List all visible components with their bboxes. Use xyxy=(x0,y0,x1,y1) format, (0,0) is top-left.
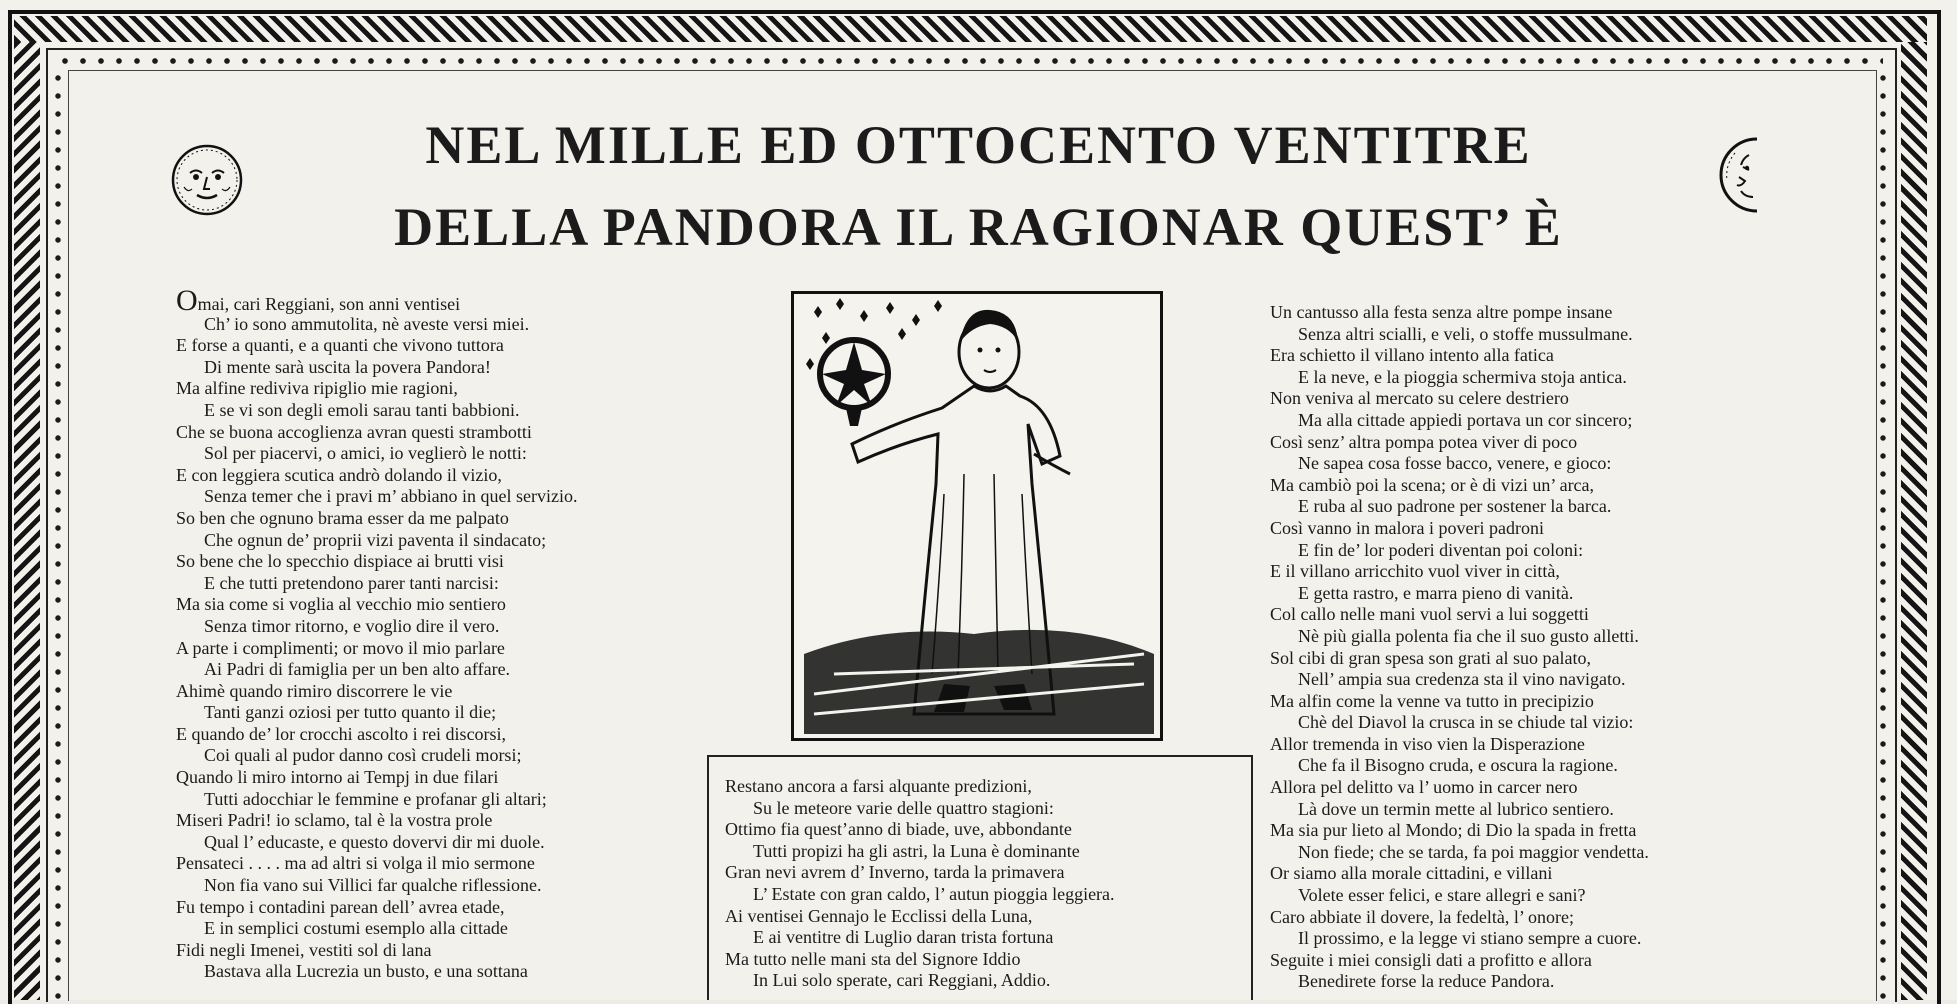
poem-line: E getta rastro, e marra pieno di vanità. xyxy=(1298,582,1574,603)
poem-line: Così senz’ altra pompa potea viver di poco xyxy=(1270,431,1578,452)
poem-line: Caro abbiate il dovere, la fedeltà, l’ onore; xyxy=(1270,906,1575,927)
decorative-band-left xyxy=(14,42,40,1000)
poem-line: Chè del Diavol la crusca in se chiude tal vizio: xyxy=(1298,712,1634,733)
poem-line: Era schietto il villano intento alla fatica xyxy=(1270,345,1554,366)
poem-line: Non fiede; che se tarda, fa poi maggior vendetta. xyxy=(1298,841,1649,862)
poem-line: Col callo nelle mani vuol servi a lui soggetti xyxy=(1270,604,1589,625)
poem-line: Nell’ ampia sua credenza sta il vino navigato. xyxy=(1298,669,1626,690)
poem-line: E fin de’ lor poderi diventan poi coloni: xyxy=(1298,539,1584,560)
poem-line: E che tutti pretendono parer tanti narcisi: xyxy=(204,572,499,593)
poem-line: Che se buona accoglienza avran questi strambotti xyxy=(176,421,532,442)
poem-line: Ma sia pur lieto al Mondo; di Dio la spada in fretta xyxy=(1270,820,1637,841)
poem-line: So bene che lo specchio dispiace ai brutti visi xyxy=(176,551,504,572)
poem-line: Gran nevi avrem d’ Inverno, tarda la primavera xyxy=(725,862,1065,883)
poem-line: E quando de’ lor crocchi ascolto i rei discorsi, xyxy=(176,723,507,744)
poem-line: Or siamo alla morale cittadini, e villani xyxy=(1270,863,1553,884)
poem-line: In Lui solo sperate, cari Reggiani, Addio. xyxy=(753,970,1051,991)
poem-line: Senza temer che i pravi m’ abbiano in quel servizio. xyxy=(204,486,578,507)
poem-line: Tanti ganzi oziosi per tutto quanto il die; xyxy=(204,702,497,723)
title-line-1: NEL MILLE ED OTTOCENTO VENTITRE xyxy=(425,115,1532,175)
sun-face-icon xyxy=(170,143,244,217)
poem-line: Quando li miro intorno ai Tempj in due filari xyxy=(176,767,499,788)
poem-line: Benedirete forse la reduce Pandora. xyxy=(1298,971,1555,992)
poem-line: Ma alfine rediviva ripiglio mie ragioni, xyxy=(176,378,458,399)
woodcut-figure-holding-globe xyxy=(794,294,1160,738)
woodcut-illustration xyxy=(791,291,1163,741)
decorative-band-top xyxy=(14,16,1927,42)
poem-line: E ai ventitre di Luglio daran trista fortuna xyxy=(753,927,1054,948)
crescent-moon-face-icon xyxy=(1705,135,1785,215)
decorative-band-right xyxy=(1901,42,1927,1000)
poem-line: E con leggiera scutica andrò dolando il vizio, xyxy=(176,464,502,485)
poem-line: Che fa il Bisogno cruda, e oscura la ragione. xyxy=(1298,755,1618,776)
poem-line: Ahimè quando rimiro discorrere le vie xyxy=(176,680,453,701)
poem-line: Tutti adocchiar le femmine e profanar gli altari; xyxy=(204,788,547,809)
poem-line: Là dove un termin mette al lubrico sentiero. xyxy=(1298,798,1614,819)
poem-line: Il prossimo, e la legge vi stiano sempre a cuore. xyxy=(1298,928,1642,949)
poem-line: Di mente sarà uscita la povera Pandora! xyxy=(204,356,491,377)
poem-line: E forse a quanti, e a quanti che vivono tuttora xyxy=(176,335,504,356)
poem-left-column xyxy=(176,284,578,983)
poem-line: L’ Estate con gran caldo, l’ autun pioggia leggiera. xyxy=(753,883,1115,904)
poem-line: Ne sapea cosa fosse bacco, venere, e gioco: xyxy=(1298,453,1612,474)
poem-line: Ottimo fia quest’anno di biade, uve, abbondante xyxy=(725,819,1072,840)
poem-line: E se vi son degli emoli sarau tanti babbioni. xyxy=(204,399,520,420)
poem-line: Ma sia come si voglia al vecchio mio sentiero xyxy=(176,594,506,615)
poem-line: Ai Padri di famiglia per un ben alto affare. xyxy=(204,659,511,680)
poem-line: Così vanno in malora i poveri padroni xyxy=(1270,517,1544,538)
poem-line: So ben che ognuno brama esser da me palpato xyxy=(176,507,509,528)
poem-line: Ai ventisei Gennajo le Ecclissi della Luna, xyxy=(725,905,1033,926)
poem-line: Sol cibi di gran spesa son grati al suo palato, xyxy=(1270,647,1591,668)
poem-line: Fidi negli Imenei, vestiti sol di lana xyxy=(176,939,432,960)
poem-line: Miseri Padri! io sclamo, tal è la vostra prole xyxy=(176,810,493,831)
poem-middle-column xyxy=(725,776,1115,992)
poem-line: Non veniva al mercato su celere destriero xyxy=(1270,388,1569,409)
poem-line: Qual l’ educaste, e questo dovervi dir mi duole. xyxy=(204,831,545,852)
poem-line: Ch’ io sono ammutolita, nè aveste versi miei. xyxy=(204,313,530,334)
drop-cap: O xyxy=(176,284,198,317)
poem-line: Ma cambiò poi la scena; or è di vizi un’ arca, xyxy=(1270,474,1595,495)
fleuron-border-top xyxy=(58,54,1883,68)
poem-line: E in semplici costumi esemplo alla cittade xyxy=(204,918,508,939)
poem-line: Senza altri scialli, e veli, o stoffe mussulmane. xyxy=(1298,323,1633,344)
poem-line: Restano ancora a farsi alquante predizioni, xyxy=(725,776,1032,796)
poem-line: Tutti propizi ha gli astri, la Luna è dominante xyxy=(753,840,1080,861)
poem-line: E il villano arricchito vuol viver in città, xyxy=(1270,561,1560,582)
poem-line: Allora pel delitto va l’ uomo in carcer nero xyxy=(1270,777,1578,798)
poem-right-column xyxy=(1270,302,1649,993)
poem-line: Che ognun de’ proprii vizi paventa il sindacato; xyxy=(204,529,547,550)
poem-line: Ma tutto nelle mani sta del Signore Iddio xyxy=(725,948,1021,969)
poem-line: Senza timor ritorno, e voglio dire il vero. xyxy=(204,615,500,636)
poem-line: Ma alfin come la venne va tutto in precipizio xyxy=(1270,690,1594,711)
poem-line: Omai, cari Reggiani, son anni ventisei xyxy=(176,284,461,317)
poem-line: Un cantusso alla festa senza altre pompe insane xyxy=(1270,302,1613,322)
poem-line: Seguite i miei consigli dati a profitto e allora xyxy=(1270,949,1592,970)
poem-line: Non fia vano sui Villici far qualche riflessione. xyxy=(204,875,542,896)
poem-line: Fu tempo i contadini parean dell’ avrea etade, xyxy=(176,896,505,917)
poem-line: Pensateci . . . . ma ad altri si volga il mio sermone xyxy=(176,853,535,874)
poem-line: Allor tremenda in viso vien la Disperazione xyxy=(1270,733,1585,754)
poem-line: Sol per piacervi, o amici, io veglierò le notti: xyxy=(204,443,527,464)
poem-line: Su le meteore varie delle quattro stagioni: xyxy=(753,797,1054,818)
poem-line: E la neve, e la pioggia schermiva stoja antica. xyxy=(1298,366,1627,387)
poem-line: Coi quali al pudor danno così crudeli morsi; xyxy=(204,745,522,766)
poem-line: Bastava alla Lucrezia un busto, e una sottana xyxy=(204,961,528,982)
poem-line: E ruba al suo padrone per sostener la barca. xyxy=(1298,496,1612,517)
poem-line: Ma alla cittade appiedi portava un cor sincero; xyxy=(1298,409,1633,430)
title-line-2: DELLA PANDORA IL RAGIONAR QUEST’ È xyxy=(394,197,1563,257)
poem-line: A parte i complimenti; or movo il mio parlare xyxy=(176,637,505,658)
poem-line: Volete esser felici, e stare allegri e sani? xyxy=(1298,885,1586,906)
poem-line: Nè più gialla polenta fia che il suo gusto alletti. xyxy=(1298,625,1639,646)
